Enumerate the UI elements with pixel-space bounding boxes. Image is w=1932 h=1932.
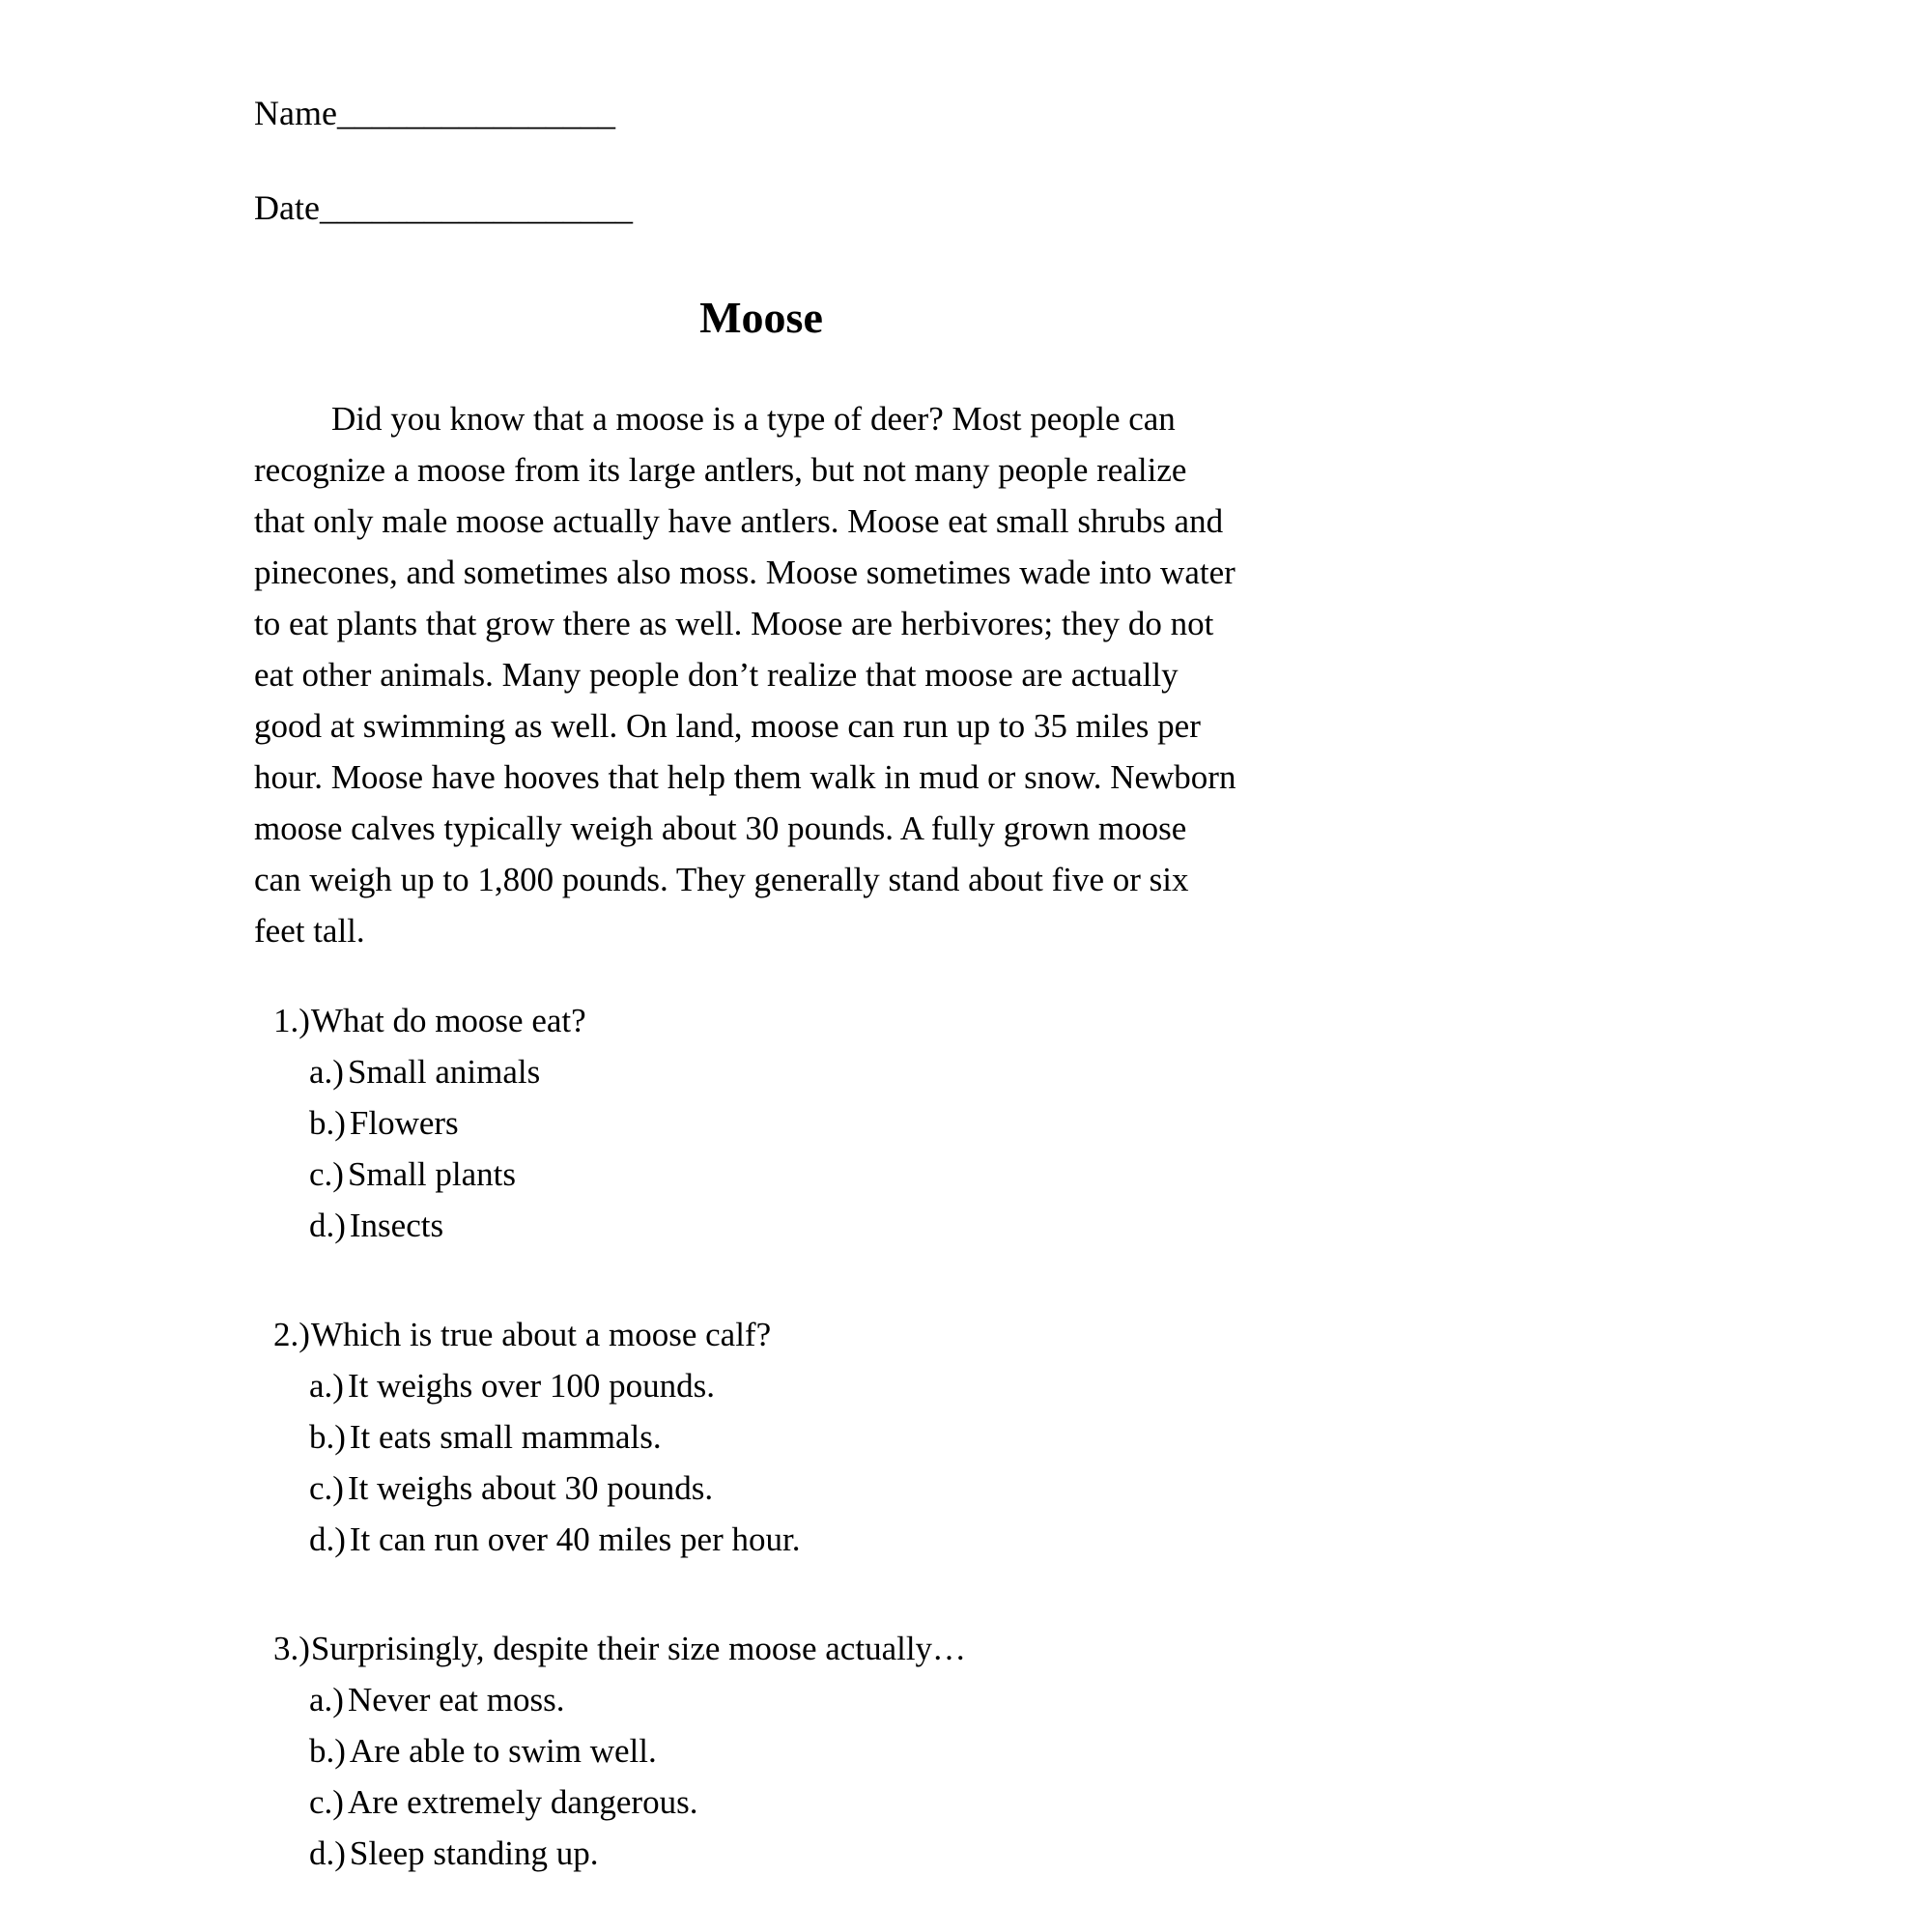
option-text: Small plants xyxy=(347,1155,516,1193)
question-1-option-c[interactable] xyxy=(273,1149,1932,1200)
passage-line: that only male moose actually have antlers. Moose eat small shrubs and xyxy=(254,502,1224,540)
question-2-text xyxy=(273,1309,1932,1360)
option-letter: d.) xyxy=(309,1520,346,1558)
question-number: 2.) xyxy=(273,1316,310,1353)
option-letter: b.) xyxy=(309,1104,346,1142)
question-3-option-a[interactable] xyxy=(273,1674,1932,1725)
option-letter: a.) xyxy=(309,1367,344,1405)
question-text: Which is true about a moose calf? xyxy=(310,1316,772,1353)
option-letter: c.) xyxy=(309,1155,344,1193)
question-3-option-c[interactable] xyxy=(273,1776,1932,1828)
passage-line: eat other animals. Many people don’t realize that moose are actually xyxy=(254,656,1179,694)
question-3-text xyxy=(273,1623,1932,1674)
question-number: 3.) xyxy=(273,1630,310,1667)
question-2-option-b[interactable] xyxy=(273,1411,1932,1463)
question-2-option-c[interactable] xyxy=(273,1463,1932,1514)
passage-line: hour. Moose have hooves that help them walk in mud or snow. Newborn xyxy=(254,758,1236,796)
option-text: It weighs about 30 pounds. xyxy=(347,1469,714,1507)
question-1-option-a[interactable] xyxy=(273,1046,1932,1097)
question-text: What do moose eat? xyxy=(310,1002,586,1039)
question-3-option-b[interactable] xyxy=(273,1725,1932,1776)
question-2 xyxy=(254,1309,1932,1565)
name-label: Name xyxy=(254,94,337,132)
name-blank-line[interactable]: ________________ xyxy=(336,94,615,132)
question-list xyxy=(254,995,1932,1879)
date-label: Date xyxy=(254,188,320,227)
date-blank-line[interactable]: __________________ xyxy=(319,188,633,227)
option-letter: c.) xyxy=(309,1783,344,1821)
option-text: Small animals xyxy=(347,1053,541,1091)
question-3-option-d[interactable] xyxy=(273,1828,1932,1879)
option-text: It eats small mammals. xyxy=(349,1418,662,1456)
passage-line: good at swimming as well. On land, moose can run up to 35 miles per xyxy=(254,707,1201,745)
passage-line: feet tall. xyxy=(254,912,365,950)
date-field-row xyxy=(254,187,1932,228)
option-letter: a.) xyxy=(309,1053,344,1091)
option-letter: c.) xyxy=(309,1469,344,1507)
page-title: Moose xyxy=(699,293,823,342)
passage-line: can weigh up to 1,800 pounds. They generally stand about five or six xyxy=(254,861,1189,898)
option-letter: b.) xyxy=(309,1418,346,1456)
question-2-option-d[interactable] xyxy=(273,1514,1932,1565)
option-text: Insects xyxy=(349,1207,444,1244)
option-text: Flowers xyxy=(349,1104,459,1142)
option-text: Are able to swim well. xyxy=(349,1732,657,1770)
option-text: It weighs over 100 pounds. xyxy=(347,1367,716,1405)
option-letter: d.) xyxy=(309,1207,346,1244)
option-text: Never eat moss. xyxy=(347,1681,565,1719)
passage-line: Did you know that a moose is a type of deer? Most people can xyxy=(331,400,1176,438)
passage-line: moose calves typically weigh about 30 pounds. A fully grown moose xyxy=(254,810,1187,847)
passage-line: pinecones, and sometimes also moss. Moose sometimes wade into water xyxy=(254,554,1236,591)
question-1 xyxy=(254,995,1932,1251)
option-text: It can run over 40 miles per hour. xyxy=(349,1520,801,1558)
option-letter: a.) xyxy=(309,1681,344,1719)
option-text: Sleep standing up. xyxy=(349,1834,599,1872)
question-number: 1.) xyxy=(273,1002,310,1039)
question-1-option-d[interactable] xyxy=(273,1200,1932,1251)
question-text: Surprisingly, despite their size moose actually… xyxy=(310,1630,967,1667)
option-text: Are extremely dangerous. xyxy=(347,1783,698,1821)
question-3 xyxy=(254,1623,1932,1879)
option-letter: b.) xyxy=(309,1732,346,1770)
option-letter: d.) xyxy=(309,1834,346,1872)
question-1-text xyxy=(273,995,1932,1046)
name-field-row xyxy=(254,93,1932,133)
reading-passage xyxy=(254,393,1932,956)
passage-line: recognize a moose from its large antlers, but not many people realize xyxy=(254,451,1187,489)
question-1-option-b[interactable] xyxy=(273,1097,1932,1149)
question-2-option-a[interactable] xyxy=(273,1360,1932,1411)
passage-line: to eat plants that grow there as well. Moose are herbivores; they do not xyxy=(254,605,1214,642)
